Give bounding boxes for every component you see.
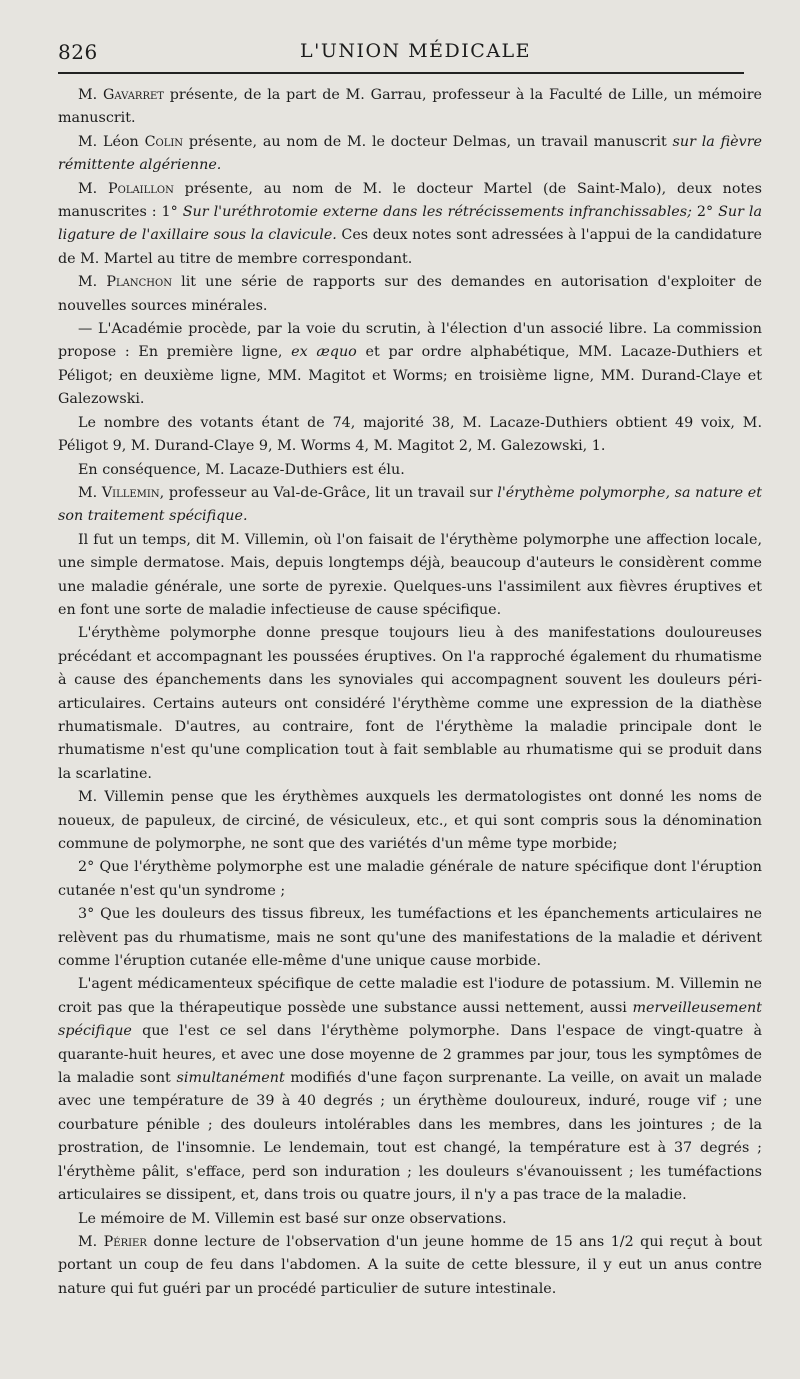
speaker-name: Périer — [103, 1233, 147, 1250]
page-header — [58, 32, 762, 66]
paragraph-planchon: M. Planchon lit une série de rapports sur des demandes en autorisation d'exploiter de nouvelles sources minérales. — [58, 274, 763, 314]
paragraph-polaillon: M. Polaillon présente, au nom de M. le docteur Martel (de Saint-Malo), deux notes manuscrites : 1° Sur l'uréthrotomie externe dans les rétrécissements infranchissables; 2° Sur la ligature de l'axillaire sous la clavicule. Ces deux notes sont adressées à l'appui de la candidature de M. Martel au titre de membre correspondant. — [58, 180, 762, 267]
paragraph-history: Il fut un temps, dit M. Villemin, où l'on faisait de l'érythème polymorphe une affection locale, une simple dermatose. Mais, depuis longtemps déjà, beaucoup d'auteurs le considèrent comme une maladie générale, une sorte de pyrexie. Quelques-uns l'assimilent aux fièvres éruptives et en font une sorte de maladie infectieuse de cause spécifique. — [58, 531, 762, 618]
speaker-name: Villemin — [101, 484, 160, 501]
paragraph-votes: Le nombre des votants étant de 74, majorité 38, M. Lacaze-Duthiers obtient 49 voix, M. Péligot 9, M. Durand-Claye 9, M. Worms 4, M. Magitot 2, M. Galezowski, 1. — [58, 414, 762, 455]
speaker-name: Polaillon — [108, 180, 174, 197]
page-number: 826 — [58, 40, 98, 64]
paragraph-election: — L'Académie procède, par la voie du scrutin, à l'élection d'un associé libre. La commission propose : En première ligne, ex æquo et par ordre alphabétique, MM. Lacaze-Duthiers et Péligot; en deuxième ligne, MM. Magitot et Worms; en troisième ligne, MM. Durand-Claye et Galezowski. — [58, 321, 762, 408]
paragraph-result: En conséquence, M. Lacaze-Duthiers est élu. — [78, 461, 405, 478]
paragraph-perier: M. Périer donne lecture de l'observation d'un jeune homme de 15 ans 1/2 qui reçut à bout portant un coup de feu dans l'abdomen. A la suite de cette blessure, il y eut un anus contre nature qui fut guéri par un procédé particulier de suture intestinale. — [58, 1233, 762, 1297]
paragraph-thesis-2: 2° Que l'érythème polymorphe est une maladie générale de nature spécifique dont l'éruption cutanée n'est qu'un syndrome ; — [58, 859, 762, 899]
journal-title: L'UNION MÉDICALE — [300, 40, 532, 62]
paragraph-observations: Le mémoire de M. Villemin est basé sur onze observations. — [78, 1210, 507, 1227]
speaker-name: Planchon — [106, 274, 172, 291]
paragraph-gavarret: M. Gavarret présente, de la part de M. Garrau, professeur à la Faculté de Lille, un mémoire manuscrit. — [58, 87, 762, 127]
header-rule — [58, 72, 744, 74]
paragraph-thesis-1: M. Villemin pense que les érythèmes auxquels les dermatologistes ont donné les noms de noueux, de papuleux, de circiné, de vésiculeux, etc., et qui sont compris sous la dénomination commune de polymorphe, ne sont que des variétés d'un même type morbide; — [58, 789, 762, 852]
paragraph-rheumatism: L'érythème polymorphe donne presque toujours lieu à des manifestations douloureuses précédant et accompagnant les poussées éruptives. On l'a rapproché également du rhumatisme à cause des épanchements dans les synoviales qui accompagnent souvent les douleurs péri-articulaires. Certains auteurs ont considéré l'érythème comme une expression de la diathèse rhumatismale. D'autres, au contraire, font de l'érythème la maladie principale dont le rhumatisme n'est qu'une complication tout à fait semblable au rhumatisme qui se produit dans la scarlatine. — [58, 625, 762, 782]
paragraph-treatment: L'agent médicamenteux spécifique de cette maladie est l'iodure de potassium. M. Villemin ne croit pas que la thérapeutique possède une substance aussi nettement, aussi merveilleusement spécifique que l'est ce sel dans l'érythème polymorphe. Dans l'espace de vingt-quatre à quarante-huit heures, et avec une dose moyenne de 2 grammes par jour, tous les symptômes de la maladie sont simultanément modifiés d'une façon surprenante. La veille, on avait un malade avec une température de 39 à 40 degrés ; un érythème douloureux, induré, rouge vif ; une courbature pénible ; des douleurs intolérables dans les membres, dans les jointures ; de la prostration, de l'insomnie. Le lendemain, tout est changé, la température est à 37 degrés ; l'érythème pâlit, s'efface, perd son induration ; les douleurs s'évanouissent ; les tuméfactions articulaires se dissipent, et, dans trois ou quatre jours, il n'y a pas trace de la maladie. — [58, 976, 762, 1204]
article-body — [58, 84, 762, 1301]
paragraph-colin: M. Léon Colin présente, au nom de M. le docteur Delmas, un travail manuscrit sur la fièvre rémittente algérienne. — [58, 133, 762, 174]
speaker-name: Gavarret — [103, 87, 164, 103]
paragraph-thesis-3: 3° Que les douleurs des tissus fibreux, les tuméfactions et les épanchements articulaires ne relèvent pas du rhumatisme, mais ne sont qu'une des manifestations de la maladie et dérivent comme l'éruption cutanée elle-même d'une unique cause morbide. — [58, 906, 762, 970]
paragraph-villemin: M. Villemin, professeur au Val-de-Grâce, lit un travail sur l'érythème polymorphe, sa nature et son traitement spécifique. — [58, 484, 762, 525]
speaker-name: Colin — [144, 133, 184, 150]
